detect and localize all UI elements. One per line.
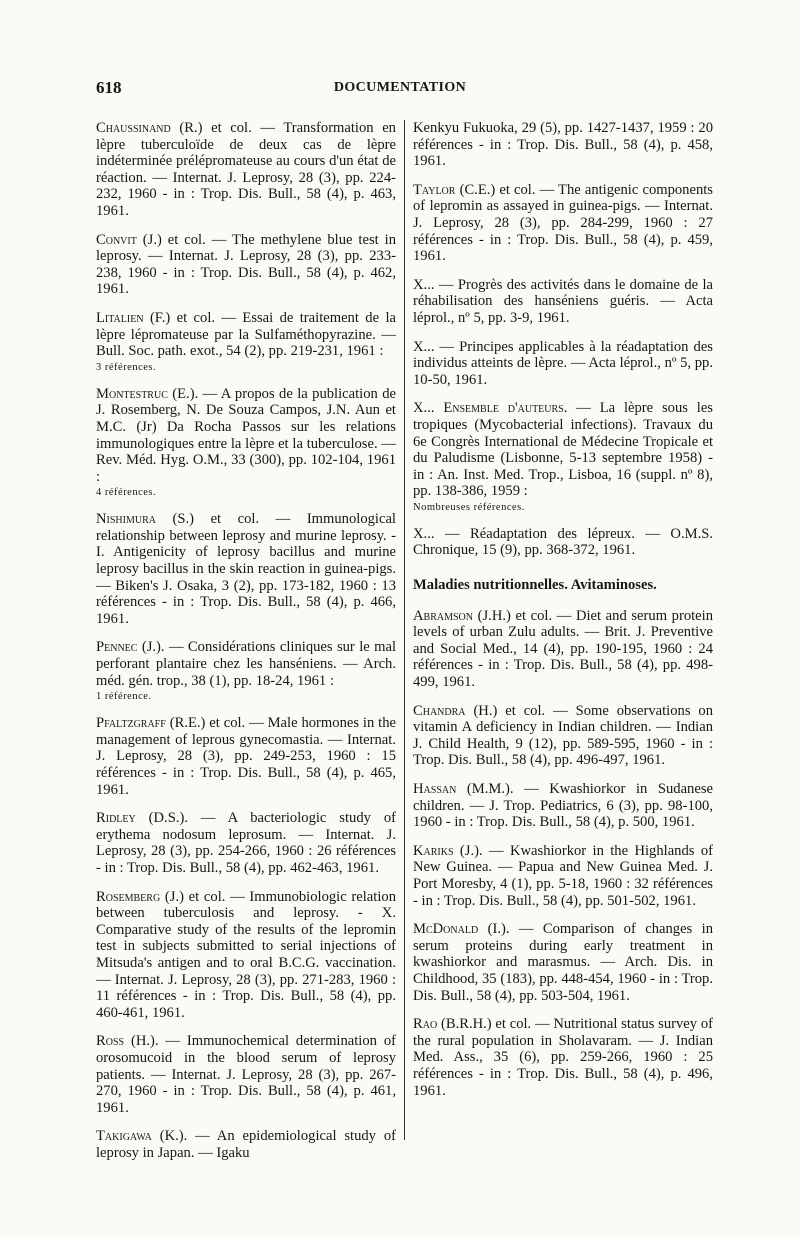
bibliography-entry [413,1016,713,1099]
entry-author: Pfaltzgraff [96,715,166,732]
entry-author: Nishimura [96,511,156,528]
entry-reference-note: Nombreuses références. [413,501,525,513]
entry-author: Kariks [413,842,454,859]
entry-text: (J.). — Kwashiorkor in the Highlands of New Guinea. — Papua and New Guinea Med. J. Port Moresby, 4 (1), pp. 5-18, 1960 : 32 références - in : Trop. Dis. Bull., 58 (4), pp. 501-502, 1961. [413,842,713,909]
bibliography-entry [96,1128,396,1161]
bibliography-entry [413,781,713,831]
bibliography-entry [96,511,396,627]
bibliography-entry [96,120,396,220]
entry-text: X... — Réadaptation des lépreux. — O.M.S. Chronique, 15 (9), pp. 368-372, 1961. [413,525,713,559]
entry-text: (S.) et col. — Immunological relationship between leprosy and murine leprosy. - I. Antigenicity of leprosy bacillus and murine leprosy bacillus in the skin reaction in guinea-pigs. — Biken's J. Osaka, 3 (2), pp. 173-182, 1960 : 13 références - in : Trop. Dis. Bull., 58 (4), p. 466, 1961. [96,511,396,627]
bibliography-entry [96,386,396,500]
right-column-entries [413,120,713,559]
entry-author: Chandra [413,702,466,719]
right-column-nutrition-entries [413,608,713,1099]
section-heading: Maladies nutritionnelles. Avitaminoses. [413,577,657,594]
entry-text: (J.) et col. — The methylene blue test in leprosy. — Internat. J. Leprosy, 28 (3), pp. 233-238, 1960 - in : Trop. Dis. Bull., 58 (4), p. 462, 1961. [96,231,396,298]
entry-author: Ross [96,1033,125,1050]
entry-author: Convit [96,231,137,248]
entry-reference-note: 1 référence. [96,691,152,703]
entry-text: (F.) et col. — Essai de traitement de la lèpre lépromateuse par la Sulfaméthopyrazine. — Bull. Soc. path. exot., 54 (2), pp. 219-231, 1961 : [96,309,396,360]
entry-author: Pennec [96,639,138,656]
bibliography-entry [413,843,713,909]
bibliography-entry [96,889,396,1022]
bibliography-entry [413,182,713,265]
entry-text: (R.) et col. — Transformation en lèpre tuberculoïde de deux cas de lèpre indéterminée prélépromateuse au cours d'un état de réaction. — Internat. J. Leprosy, 28 (3), pp. 224-232, 1960 - in : Trop. Dis. Bull., 58 (4), p. 463, 1961. [96,120,396,219]
entry-author: Takigawa [96,1128,152,1145]
entry-author: Abramson [413,607,473,624]
bibliography-entry [96,715,396,798]
entry-reference-note: 4 références. [96,487,157,499]
bibliography-entry [413,339,713,389]
entry-text: X... — Principes applicables à la réadaptation des individus atteints de lèpre. — Acta léprol., nº 5, pp. 10-50, 1961. [413,338,713,388]
bibliography-entry [96,232,396,298]
entry-text: (J.). — Considérations cliniques sur le mal perforant plantaire chez les hanséniens. — Arch. méd. gén. trop., 38 (1), pp. 18-24, 1961 : [96,639,396,689]
bibliography-entry [413,526,713,559]
bibliography-entry [413,120,713,170]
entry-text: (J.) et col. — Immunobiologic relation between tuberculosis and leprosy. - X. Comparative study of the results of the lepromin test in subjects submitted to serial injections of Mitsuda's antigen and to oral B.C.G. vaccination. — Internat. J. Leprosy, 28 (3), pp. 271-283, 1960 : 11 références - in : Trop. Dis. Bull., 58 (4), pp. 460-461, 1961. [96,888,396,1021]
entry-text: (E.). — A propos de la publication de J. Rosemberg, N. De Souza Campos, J.N. Aun et M.C. (Jr) Da Rocha Passos sur les relations immunologiques entre la lèpre et la tuberculose. — Rev. Méd. Hyg. O.M., 33 (300), pp. 102-104, 1961 : [96,385,396,485]
running-title: DOCUMENTATION [333,80,467,95]
entry-text: (B.R.H.) et col. — Nutritional status survey of the rural population in Sholavaram. — J. Indian Med. Ass., 35 (6), pp. 259-266, 1960 : 25 références - in : Trop. Dis. Bull., 58 (4), p. 496, 1961. [413,1016,713,1099]
entry-author: McDonald [413,921,479,938]
entry-author: Taylor [413,181,456,198]
entry-text: (C.E.) et col. — The antigenic components of lepromin as assayed in guinea-pigs. — Internat. J. Leprosy, 28 (3), pp. 284-299, 1960 : 27 références - in : Trop. Dis. Bull., 58 (4), p. 459, 1961. [413,181,713,265]
entry-text: (H.) et col. — Some observations on vitamin A deficiency in Indian children. — Indian J. Child Health, 9 (12), pp. 589-595, 1960 - in : Trop. Dis. Bull., 58 (4), pp. 496-497, 1961. [413,702,713,769]
right-column [413,120,713,1111]
bibliography-entry [413,608,713,691]
bibliography-entry [96,1033,396,1116]
left-column [96,120,396,1173]
bibliography-entry [413,400,713,514]
entry-author: Hassan [413,781,457,797]
entry-text: (M.M.). — Kwashiorkor in Sudanese children. — J. Trop. Pediatrics, 6 (3), pp. 98-100, 1960 - in : Trop. Dis. Bull., 58 (4), p. 500, 1961. [413,781,713,831]
entry-text: — La lèpre sous les tropiques (Mycobacterial infections). Travaux du 6e Congrès International de Médecine Tropicale et du Paludisme (Lisbonne, 5-13 septembre 1958) - in : An. Inst. Med. Trop., Lisboa, 16 (suppl. nº 8), pp. 138-386, 1959 : [413,400,713,500]
entry-author: Ridley [96,810,136,827]
entry-text: X... — Progrès des activités dans le domaine de la réhabilisation des hanséniens guéris. — Acta léprol., nº 5, pp. 3-9, 1961. [413,276,713,326]
entry-text: (H.). — Immunochemical determination of orosomucoid in the blood serum of leprosy patients. — Internat. J. Leprosy, 28 (3), pp. 267-270, 1960 - in : Trop. Dis. Bull., 58 (4), p. 461, 1961. [96,1033,396,1116]
entry-text: Kenkyu Fukuoka, 29 (5), pp. 1427-1437, 1959 : 20 références - in : Trop. Dis. Bull., 58 (4), p. 458, 1961. [413,120,713,170]
entry-text: (J.H.) et col. — Diet and serum protein levels of urban Zulu adults. — Brit. J. Preventive and Social Med., 14 (4), pp. 190-195, 1960 : 24 références - in : Trop. Dis. Bull., 58 (4), pp. 498-499, 1961. [413,607,713,691]
bibliography-entry [96,810,396,876]
entry-author: Rao [413,1016,438,1033]
bibliography-entry [96,639,396,703]
entry-author: Montestruc [96,385,168,402]
page-header [96,78,704,102]
column-divider [404,120,405,1140]
entry-text: (I.). — Comparison of changes in serum proteins during early treatment in kwashiorkor and marasmus. — Arch. Dis. in Childhood, 35 (183), pp. 448-454, 1960 - in : Trop. Dis. Bull., 58 (4), pp. 503-504, 1961. [413,921,713,1004]
entry-text: (R.E.) et col. — Male hormones in the management of leprous gynecomastia. — Internat. J. Leprosy, 28 (3), pp. 249-253, 1960 : 15 références - in : Trop. Dis. Bull., 58 (4), p. 465, 1961. [96,715,396,798]
entry-author: Rosemberg [96,888,161,905]
entry-text: (D.S.). — A bacteriologic study of erythema nodosum leprosum. — Internat. J. Leprosy, 28 (3), pp. 254-266, 1960 : 26 références - in : Trop. Dis. Bull., 58 (4), pp. 462-463, 1961. [96,810,396,876]
entry-author: X... Ensemble d'auteurs. [413,400,568,417]
bibliography-entry [413,277,713,327]
entry-reference-note: 3 références. [96,361,157,373]
entry-text: (K.). — An epidemiological study of leprosy in Japan. — Igaku [96,1128,396,1161]
entry-author: Chaussinand [96,120,171,136]
bibliography-entry [413,921,713,1004]
entry-author: Litalien [96,309,144,326]
bibliography-entry [96,310,396,374]
bibliography-entry [413,703,713,769]
page-number: 618 [96,78,122,97]
